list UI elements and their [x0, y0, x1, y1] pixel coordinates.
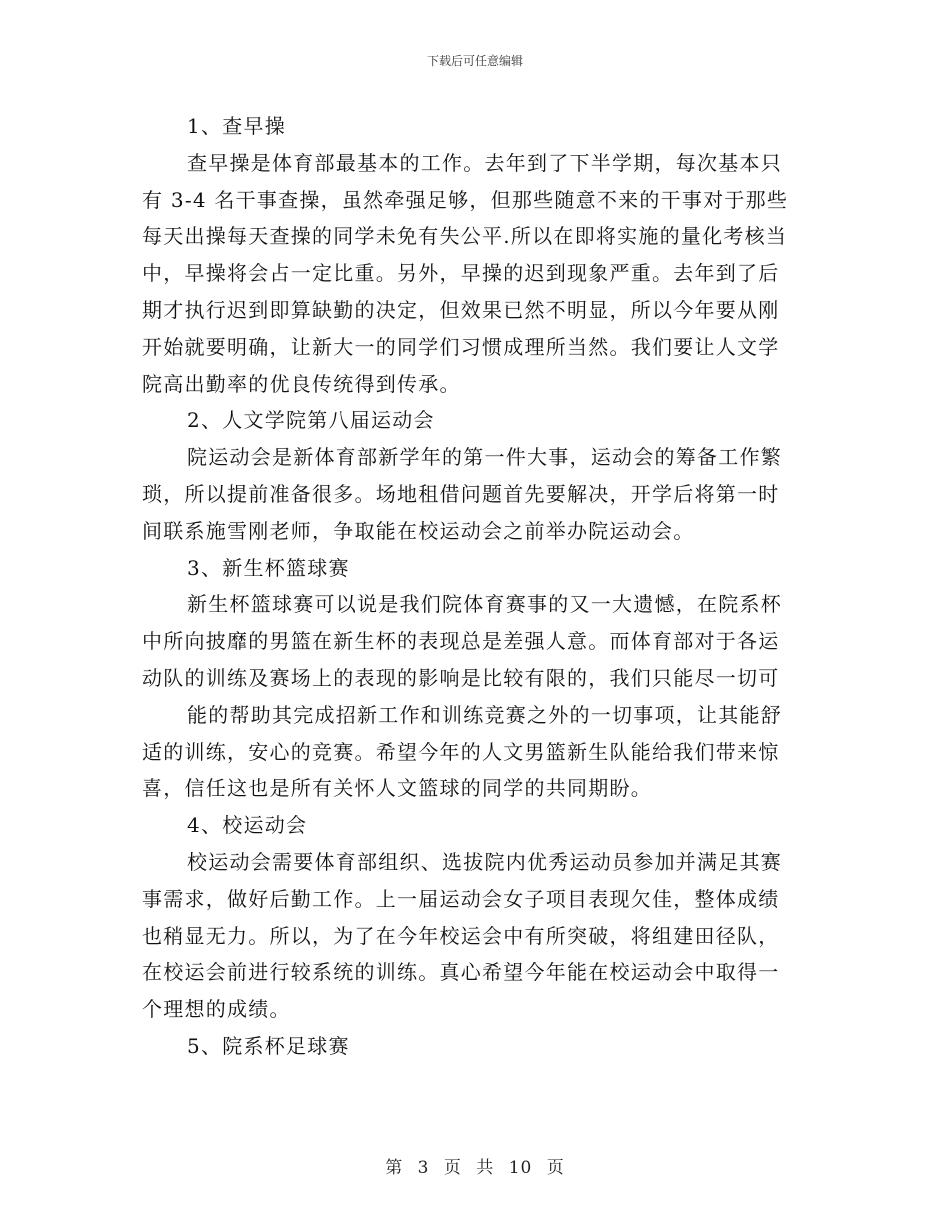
paragraph-line: 校运动会需要体育部组织、选拔院内优秀运动员参加并满足其赛	[187, 849, 782, 874]
section-heading: 4、校运动会	[187, 813, 308, 838]
footer-total-pages: 10	[508, 1158, 533, 1178]
paragraph-line: 院运动会是新体育部新学年的第一件大事，运动会的筹备工作繁	[187, 445, 782, 470]
paragraph-line: 新生杯篮球赛可以说是我们院体育赛事的又一大遗憾，在院系杯	[187, 592, 782, 617]
footer-total-word: 共	[476, 1158, 495, 1178]
footer-page-word: 页	[443, 1158, 462, 1178]
section-heading: 2、人文学院第八届运动会	[187, 408, 435, 433]
page-number-footer	[0, 1153, 950, 1178]
paragraph-line: 喜，信任这也是所有关怀人文篮球的同学的共同期盼。	[142, 776, 652, 801]
paragraph-line: 中所向披靡的男篮在新生杯的表现总是差强人意。而体育部对于各运	[142, 629, 780, 654]
paragraph-line: 查早操是体育部最基本的工作。去年到了下半学期，每次基本只	[187, 150, 782, 175]
footer-current-page: 3	[417, 1158, 430, 1178]
paragraph-line: 也稍显无力。所以，为了在今年校运会中有所突破，将组建田径队，	[142, 923, 780, 948]
footer-suffix: 页	[546, 1158, 565, 1178]
footer-prefix: 第	[385, 1158, 404, 1178]
paragraph-line: 在校运会前进行较系统的训练。真心希望今年能在校运动会中取得一	[142, 960, 780, 985]
paragraph-line: 中，早操将会占一定比重。另外，早操的迟到现象严重。去年到了后	[142, 261, 780, 286]
paragraph-line: 动队的训练及赛场上的表现的影响是比较有限的，我们只能尽一切可	[142, 665, 780, 690]
paragraph-line: 期才执行迟到即算缺勤的决定，但效果已然不明显，所以今年要从刚	[142, 297, 780, 322]
section-heading: 1、查早操	[187, 114, 286, 138]
paragraph-line: 每天出操每天查操的同学未免有失公平.所以在即将实施的量化考核当	[142, 224, 788, 249]
paragraph-line: 适的训练，安心的竞赛。希望今年的人文男篮新生队能给我们带来惊	[142, 739, 780, 764]
section-heading: 3、新生杯篮球赛	[187, 555, 350, 580]
paragraph-line: 事需求，做好后勤工作。上一届运动会女子项目表现欠佳，整体成绩	[142, 886, 780, 911]
document-body	[142, 108, 802, 1065]
paragraph-line: 有 3-4 名干事查操，虽然牵强足够，但那些随意不来的干事对于那些	[142, 187, 789, 212]
paragraph-line: 院高出勤率的优良传统得到传承。	[142, 371, 461, 396]
paragraph-line: 开始就要明确，让新大一的同学们习惯成理所当然。我们要让人文学	[142, 334, 780, 359]
paragraph-line: 琐，所以提前准备很多。场地租借问题首先要解决，开学后将第一时	[142, 481, 780, 506]
paragraph-line: 间联系施雪刚老师，争取能在校运动会之前举办院运动会。	[142, 518, 695, 543]
paragraph-line: 个理想的成绩。	[142, 997, 291, 1022]
paragraph-line: 能的帮助其完成招新工作和训练竞赛之外的一切事项，让其能舒	[187, 702, 782, 727]
header-note: 下载后可任意编辑	[426, 54, 523, 68]
section-heading: 5、院系杯足球赛	[187, 1033, 350, 1058]
